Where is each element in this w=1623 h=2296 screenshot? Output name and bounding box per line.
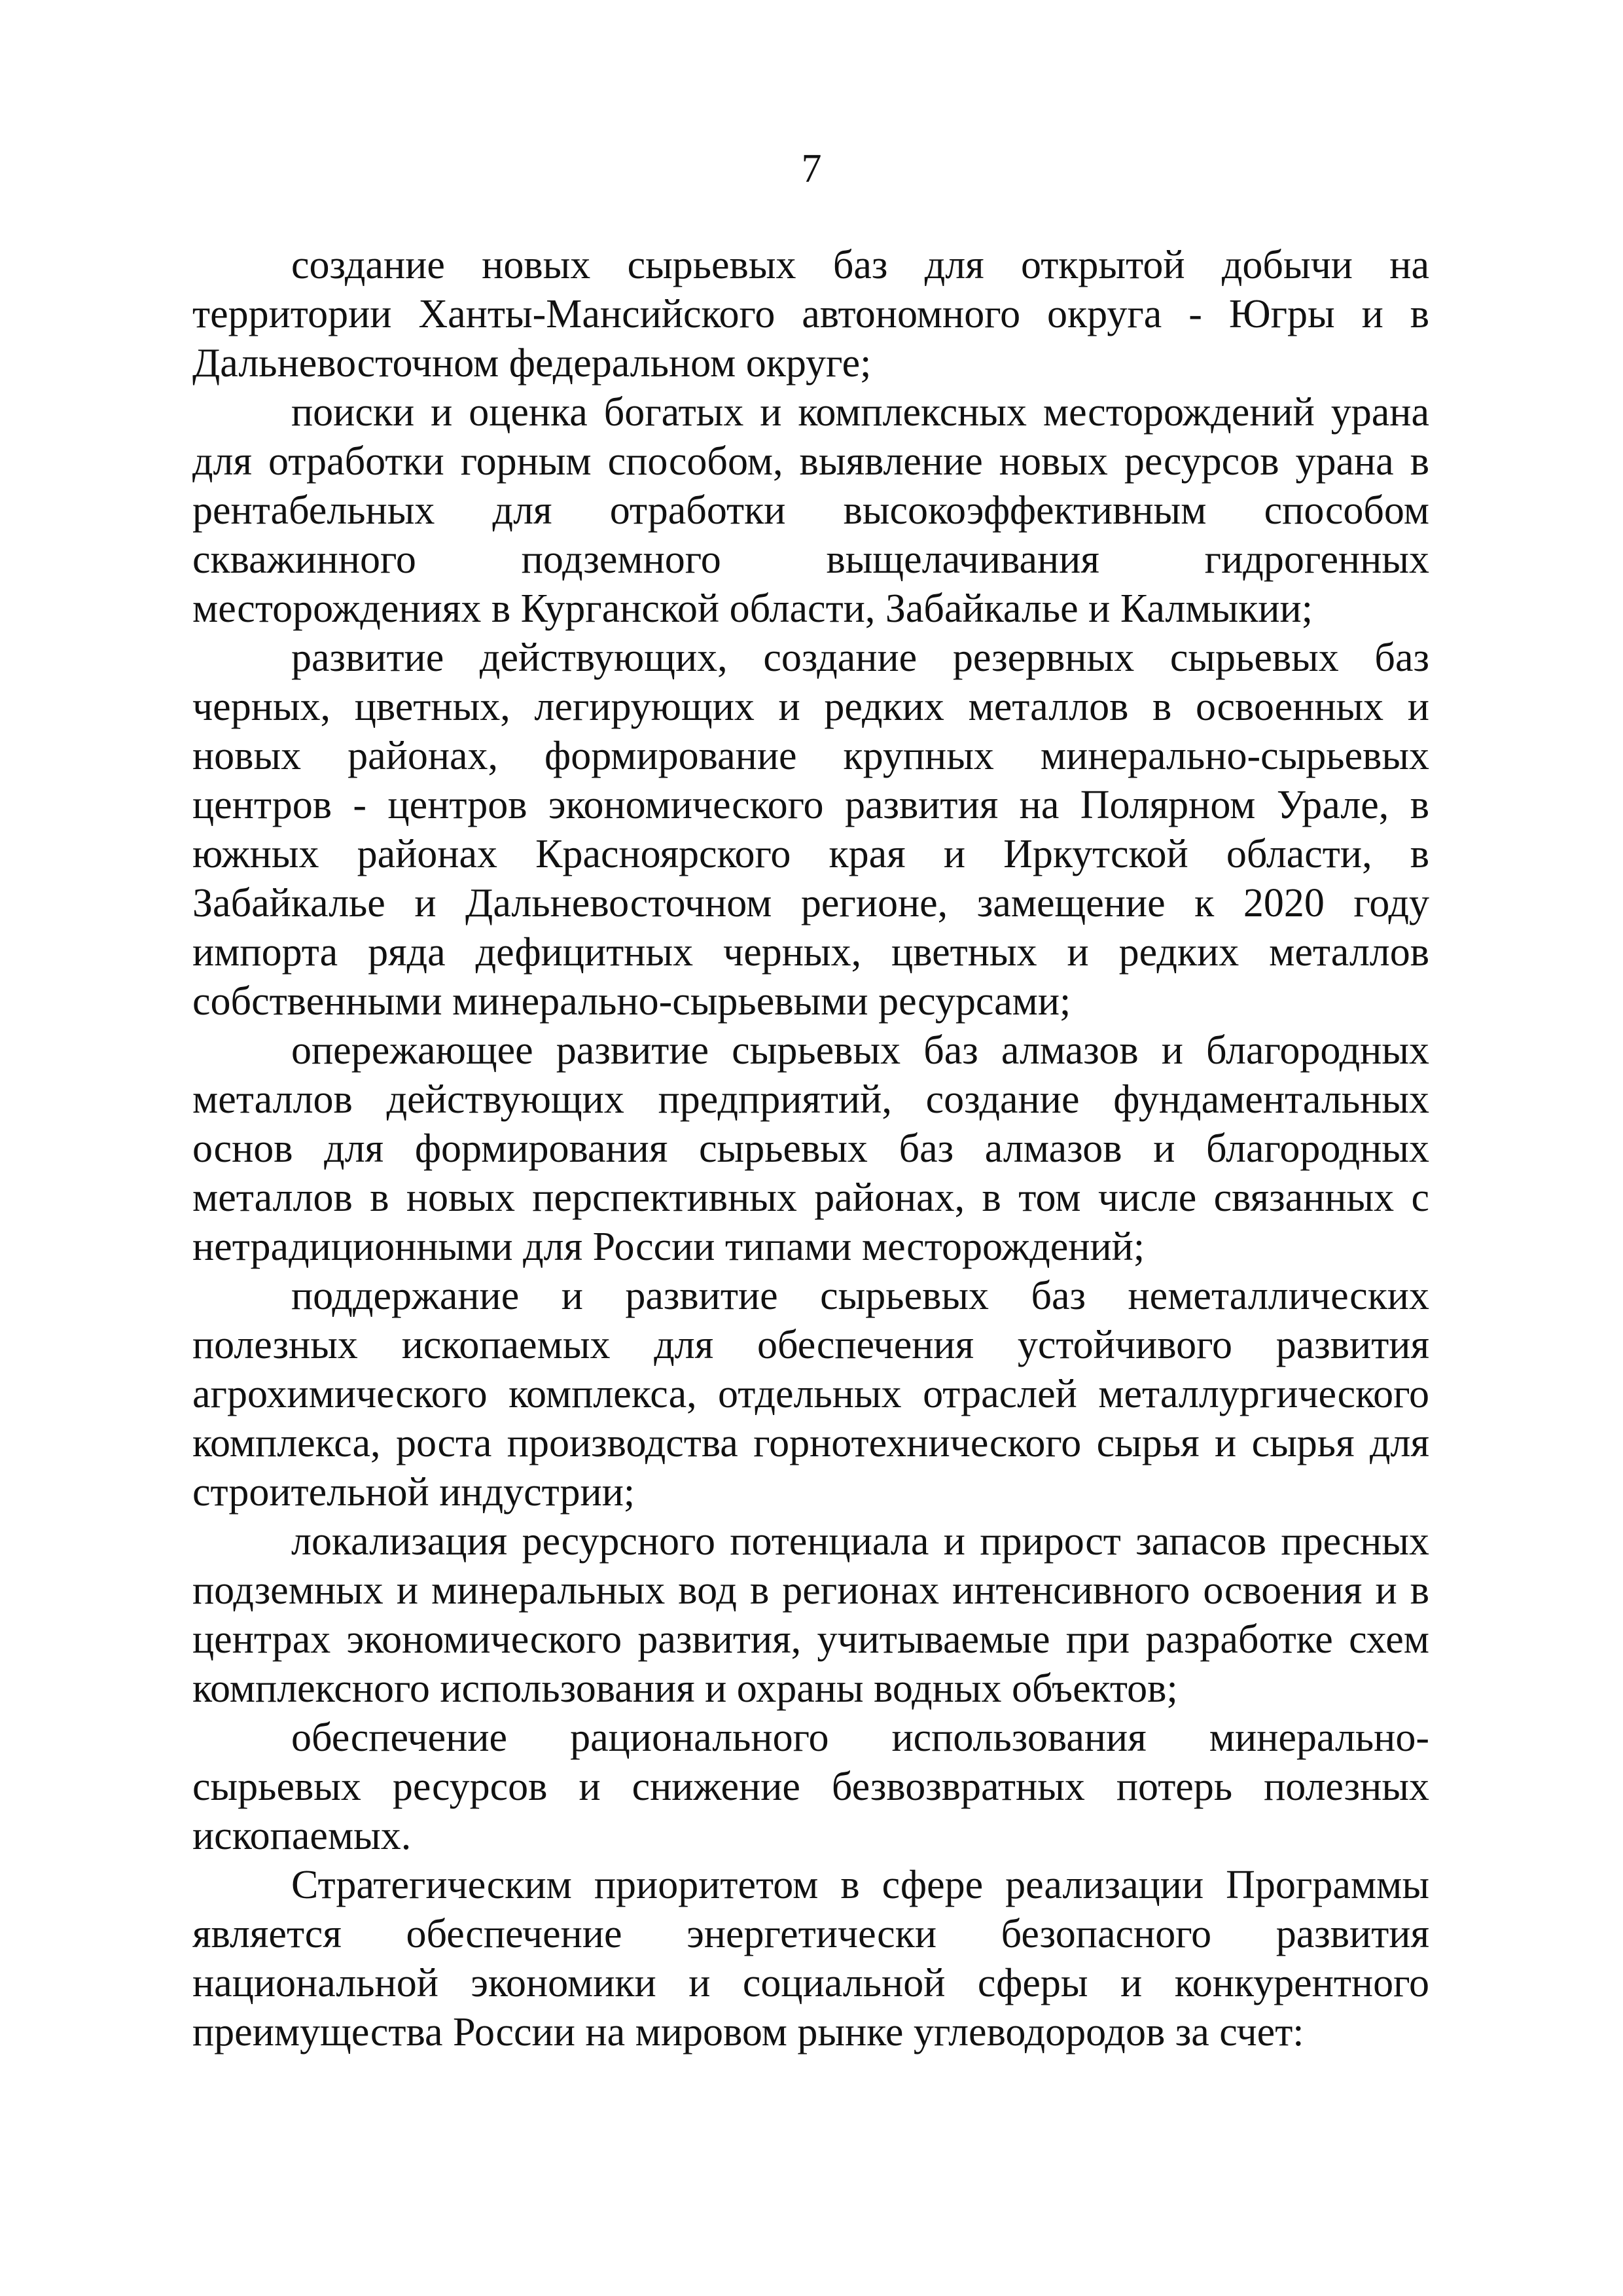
paragraph-rational-use: обеспечение рационального использования минерально-сырьевых ресурсов и снижение безвозвратных потерь полезных ископаемых. [192, 1715, 1429, 1858]
body-text [192, 241, 1429, 2057]
paragraph-nonmetallic-minerals: поддержание и развитие сырьевых баз неметаллических полезных ископаемых для обеспечения устойчивого развития агрохимического комплекса, отдельных отраслей металлургического комплекса, роста производства горнотехнического сырья и сырья для строительной индустрии; [192, 1274, 1429, 1515]
paragraph-metals-reserve-bases: развитие действующих, создание резервных сырьевых баз черных, цветных, легирующих и редких металлов в освоенных и новых районах, формирование крупных минерально-сырьевых центров - центров экономического развития на Полярном Урале, в южных районах Красноярского края и Иркутской области, в Забайкалье и Дальневосточном регионе, замещение к 2020 году импорта ряда дефицитных черных, цветных и редких металлов собственными минерально-сырьевыми ресурсами; [192, 636, 1429, 1024]
page-number: 7 [801, 147, 822, 191]
paragraph-new-raw-material-bases: создание новых сырьевых баз для открытой добычи на территории Ханты-Мансийского автономного округа - Югры и в Дальневосточном федеральном округе; [192, 243, 1429, 386]
paragraph-strategic-priority: Стратегическим приоритетом в сфере реализации Программы является обеспечение энергетически безопасного развития национальной экономики и социальной сферы и конкурентного преимущества России на мировом рынке углеводородов за счет: [192, 1863, 1429, 2054]
paragraph-groundwater-resources: локализация ресурсного потенциала и прирост запасов пресных подземных и минеральных вод в регионах интенсивного освоения и в центрах экономического развития, учитываемые при разработке схем комплексного использования и охраны водных объектов; [192, 1519, 1429, 1711]
paragraph-uranium-deposits: поиски и оценка богатых и комплексных месторождений урана для отработки горным способом, выявление новых ресурсов урана в рентабельных для отработки высокоэффективным способом скважинного подземного выщелачивания гидрогенных месторождениях в Курганской области, Забайкалье и Калмыкии; [192, 390, 1429, 631]
paragraph-diamonds-precious-metals: опережающее развитие сырьевых баз алмазов и благородных металлов действующих предприятий, создание фундаментальных основ для формирования сырьевых баз алмазов и благородных металлов в новых перспективных районах, в том числе связанных с нетрадиционными для России типами месторождений; [192, 1028, 1429, 1269]
